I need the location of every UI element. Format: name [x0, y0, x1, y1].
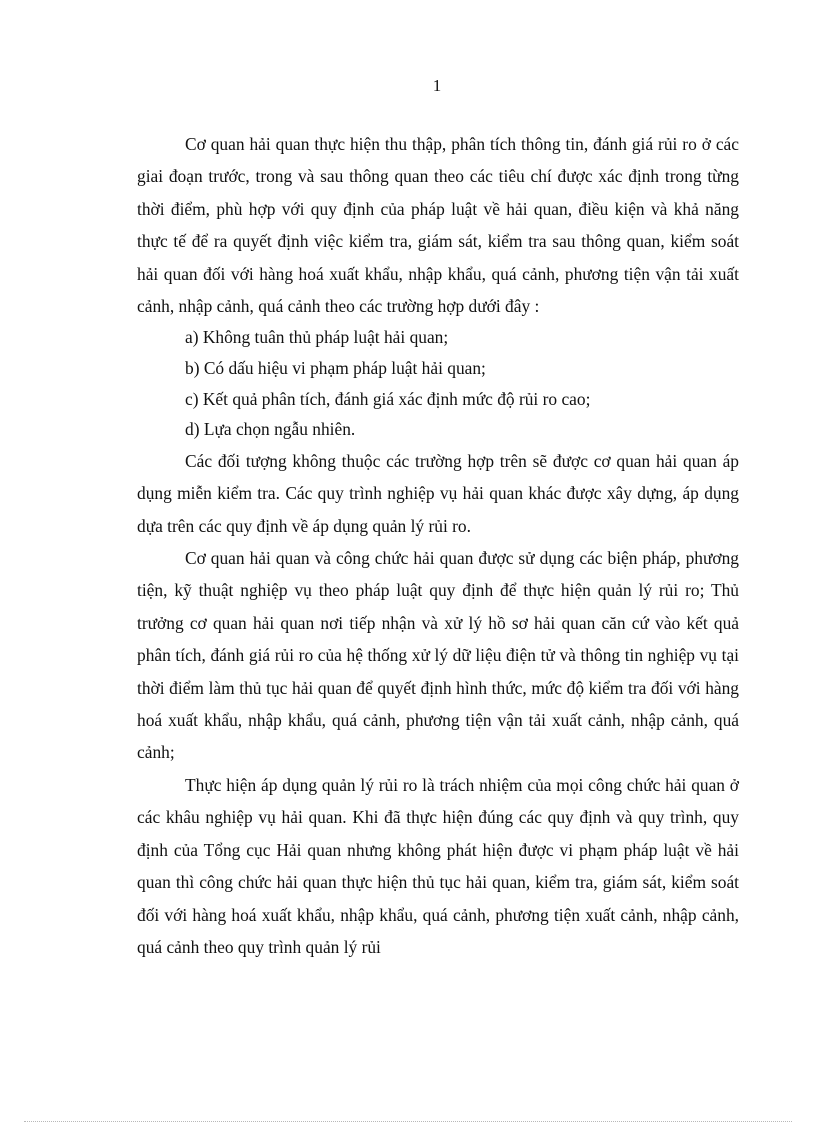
page-bottom-divider	[24, 1121, 792, 1122]
case-list	[137, 322, 739, 444]
page-number: 1	[432, 76, 442, 95]
paragraph-measures: Cơ quan hải quan và công chức hải quan được sử dụng các biện pháp, phương tiện, kỹ thuật nghiệp vụ theo pháp luật quy định để thực hiện quản lý rủi ro; Thủ trưởng cơ quan hải quan nơi tiếp nhận và xử lý hồ sơ hải quan căn cứ vào kết quả phân tích, đánh giá rủi ro của hệ thống xử lý dữ liệu điện tử và thông tin nghiệp vụ tại thời điểm làm thủ tục hải quan để quyết định hình thức, mức độ kiểm tra đối với hàng hoá xuất khẩu, nhập khẩu, quá cảnh, phương tiện vận tải xuất cảnh, nhập cảnh, quá cảnh;	[137, 548, 739, 763]
list-item-d: d) Lựa chọn ngẫu nhiên.	[185, 419, 356, 440]
list-item-b: b) Có dấu hiệu vi phạm pháp luật hải quan;	[185, 358, 486, 379]
list-item-c: c) Kết quả phân tích, đánh giá xác định mức độ rủi ro cao;	[185, 388, 591, 409]
paragraph-risk-analysis: Cơ quan hải quan thực hiện thu thập, phân tích thông tin, đánh giá rủi ro ở các giai đoạn trước, trong và sau thông quan theo các tiêu chí được xác định trong từng thời điểm, phù hợp với quy định của pháp luật về hải quan, điều kiện và khả năng thực tế để ra quyết định việc kiểm tra, giám sát, kiểm tra sau thông quan, kiểm soát hải quan đối với hàng hoá xuất khẩu, nhập khẩu, quá cảnh, phương tiện vận tải xuất cảnh, nhập cảnh, quá cảnh theo các trường hợp dưới đây :	[137, 134, 739, 317]
list-item-a: a) Không tuân thủ pháp luật hải quan;	[185, 327, 449, 348]
paragraph-exemption: Các đối tượng không thuộc các trường hợp trên sẽ được cơ quan hải quan áp dụng miễn kiểm tra. Các quy trình nghiệp vụ hải quan khác được xây dựng, áp dụng dựa trên các quy định về áp dụng quản lý rủi ro.	[137, 450, 739, 536]
document-body	[137, 128, 739, 963]
paragraph-responsibility: Thực hiện áp dụng quản lý rủi ro là trách nhiệm của mọi công chức hải quan ở các khâu nghiệp vụ hải quan. Khi đã thực hiện đúng các quy định và quy trình, quy định của Tổng cục Hải quan nhưng không phát hiện được vi phạm pháp luật về hải quan thì công chức hải quan thực hiện thủ tục hải quan, kiểm tra, giám sát, kiểm soát đối với hàng hoá xuất khẩu, nhập khẩu, quá cảnh, phương tiện xuất cảnh, nhập cảnh, quá cảnh theo quy trình quản lý rủi	[137, 774, 739, 957]
